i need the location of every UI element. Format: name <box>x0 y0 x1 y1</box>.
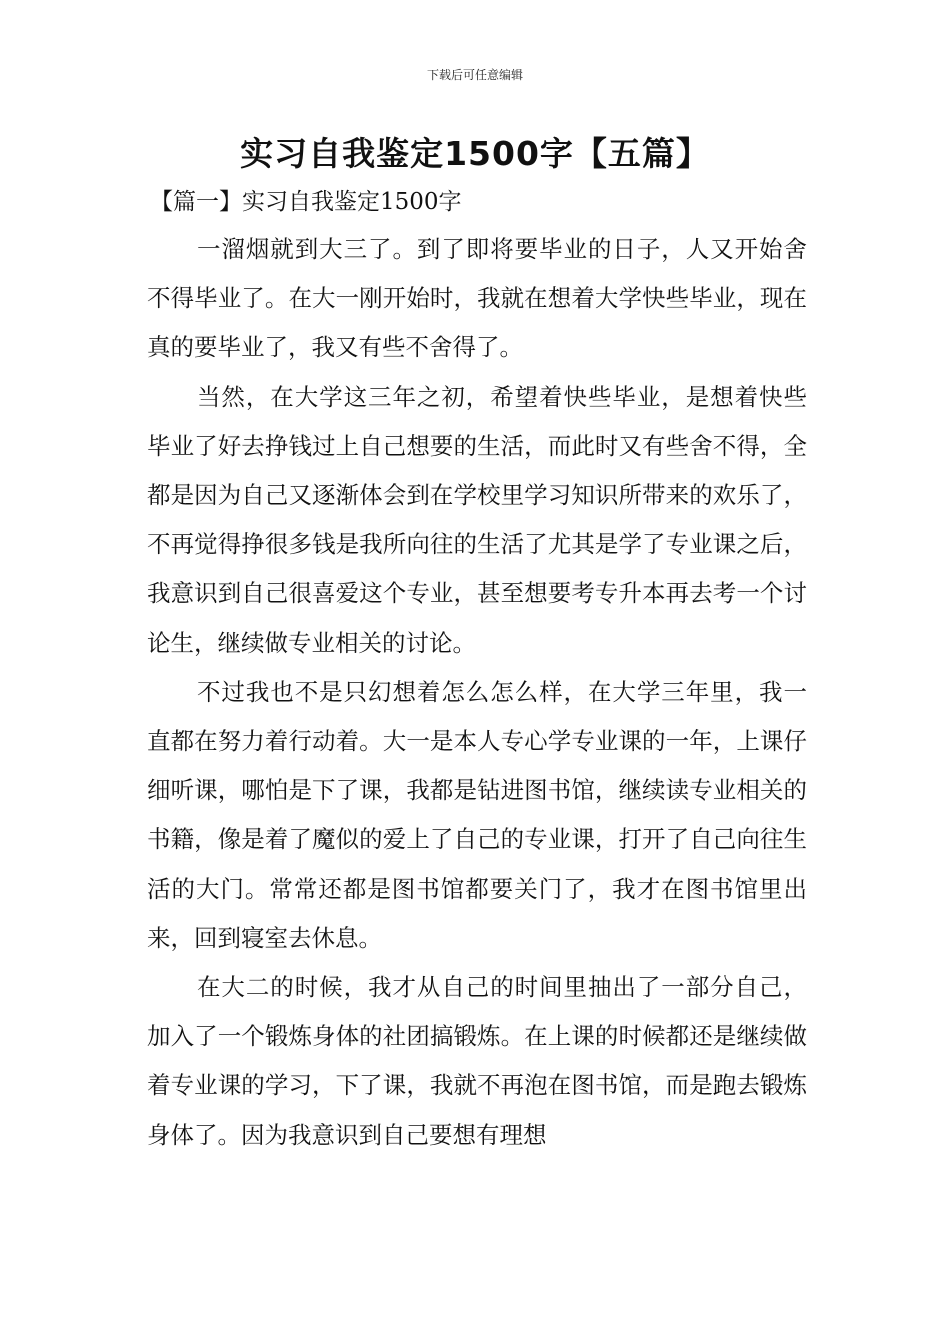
paragraph-3: 不过我也不是只幻想着怎么怎么样，在大学三年里，我一直都在努力着行动着。大一是本人专心学专业课的一年，上课仔细听课，哪怕是下了课，我都是钻进图书馆，继续读专业相关的书籍，像是着了魔似的爱上了自己的专业课，打开了自己向往生活的大门。常常还都是图书馆都要关门了，我才在图书馆里出来，回到寝室去休息。 <box>147 677 807 952</box>
document-body <box>147 225 807 1160</box>
page-header-note: 下载后可任意编辑 <box>426 68 523 82</box>
paragraph-2: 当然，在大学这三年之初，希望着快些毕业，是想着快些毕业了好去挣钱过上自己想要的生活，而此时又有些舍不得，全都是因为自己又逐渐体会到在学校里学习知识所带来的欢乐了，不再觉得挣很多钱是我所向往的生活了尤其是学了专业课之后，我意识到自己很喜爱这个专业，甚至想要考专升本再去考一个讨论生，继续做专业相关的讨论。 <box>147 382 807 657</box>
paragraph-1: 一溜烟就到大三了。到了即将要毕业的日子，人又开始舍不得毕业了。在大一刚开始时，我就在想着大学快些毕业，现在真的要毕业了，我又有些不舍得了。 <box>147 235 807 362</box>
document-title: 实习自我鉴定1500字【五篇】 <box>240 134 710 173</box>
paragraph-4: 在大二的时候，我才从自己的时间里抽出了一部分自己，加入了一个锻炼身体的社团搞锻炼。在上课的时候都还是继续做着专业课的学习，下了课，我就不再泡在图书馆，而是跑去锻炼身体了。因为我意识到自己要想有理想 <box>147 973 807 1149</box>
section-heading: 【篇一】实习自我鉴定1500字 <box>150 189 462 215</box>
